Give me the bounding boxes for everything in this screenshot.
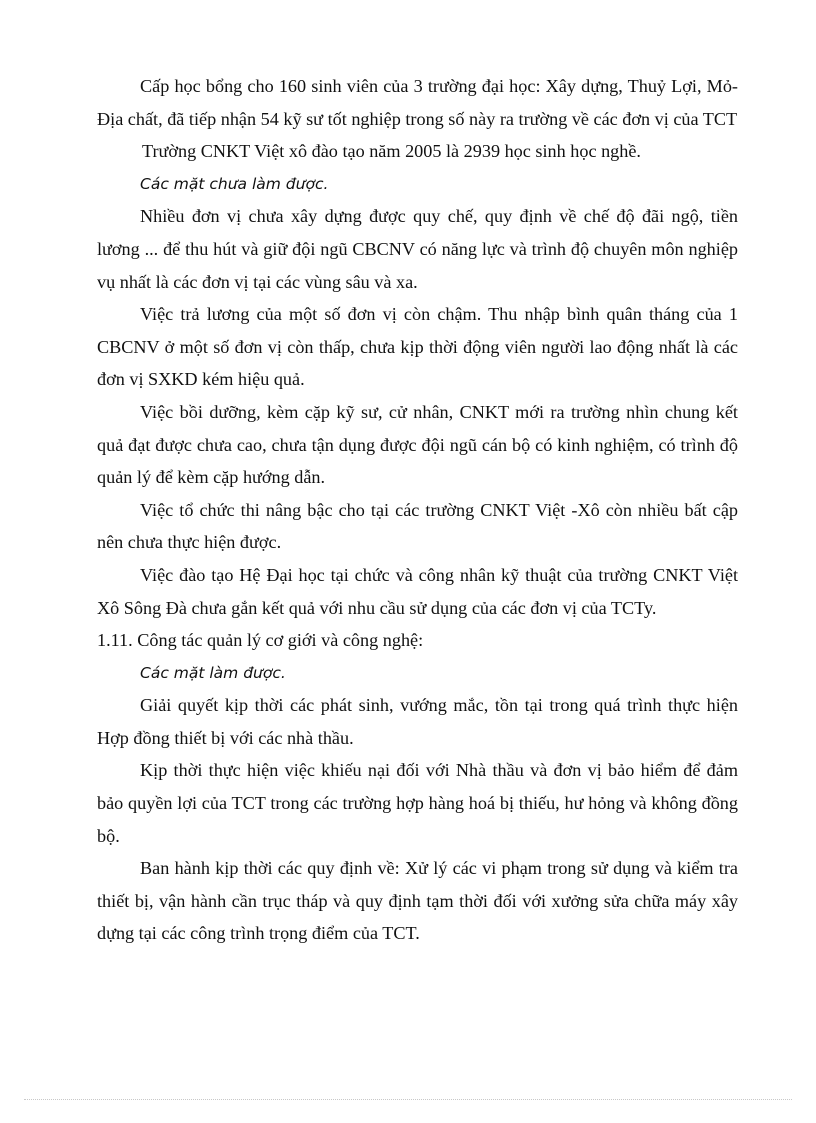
subheading-achieved: Các mặt làm được. — [140, 663, 286, 682]
page-footer-divider — [24, 1099, 792, 1100]
paragraph-vocational-training: Trường CNKT Việt xô đào tạo năm 2005 là 2939 học sinh học nghề. — [142, 141, 641, 162]
paragraph-claims: Kịp thời thực hiện việc khiếu nại đối với Nhà thầu và đơn vị bảo hiểm để đảm bảo quyền lợi của TCT trong các trường hợp hàng hoá bị thiếu, hư hỏng và không đồng bộ. — [97, 760, 738, 846]
paragraph-grade-exam: Việc tổ chức thi nâng bậc cho tại các trường CNKT Việt -Xô còn nhiều bất cập nên chưa thực hiện được. — [97, 499, 738, 553]
subheading-not-achieved: Các mặt chưa làm được. — [140, 174, 329, 193]
paragraph-salary-policy: Nhiều đơn vị chưa xây dựng được quy chế, quy định về chế độ đãi ngộ, tiền lương ... để thu hút và giữ đội ngũ CBCNV có năng lực và trình độ chuyên môn nghiệp vụ nhất là các đơn vị tại các vùng sâu và xa. — [97, 206, 738, 292]
paragraph-contract-issues: Giải quyết kịp thời các phát sinh, vướng mắc, tồn tại trong quá trình thực hiện Hợp đồng thiết bị với các nhà thầu. — [97, 695, 738, 748]
paragraph-regulations: Ban hành kịp thời các quy định về: Xử lý các vi phạm trong sử dụng và kiểm tra thiết bị, vận hành cần trục tháp và quy định tạm thời đối với xưởng sửa chữa máy xây dựng tại các công trình trọng điểm của TCT. — [97, 858, 738, 944]
paragraph-late-salary: Việc trả lương của một số đơn vị còn chậm. Thu nhập bình quân tháng của 1 CBCNV ở một số đơn vị còn thấp, chưa kịp thời động viên người lao động nhất là các đơn vị SXKD kém hiệu quả. — [97, 304, 738, 390]
document-page — [97, 70, 738, 950]
paragraph-scholarship: Cấp học bổng cho 160 sinh viên của 3 trường đại học: Xây dựng, Thuỷ Lợi, Mỏ-Địa chất, đã tiếp nhận 54 kỹ sư tốt nghiệp trong số này ra trường về các đơn vị của TCT — [97, 76, 738, 129]
section-heading-1-11: 1.11. Công tác quản lý cơ giới và công nghệ: — [97, 630, 424, 651]
paragraph-university-training: Việc đào tạo Hệ Đại học tại chức và công nhân kỹ thuật của trường CNKT Việt Xô Sông Đà chưa gắn kết quả với nhu cầu sử dụng của các đơn vị của TCTy. — [97, 564, 738, 618]
paragraph-mentoring: Việc bồi dưỡng, kèm cặp kỹ sư, cử nhân, CNKT mới ra trường nhìn chung kết quả đạt được chưa cao, chưa tận dụng được đội ngũ cán bộ có kinh nghiệm, có trình độ quản lý để kèm cặp hướng dẫn. — [97, 401, 738, 488]
